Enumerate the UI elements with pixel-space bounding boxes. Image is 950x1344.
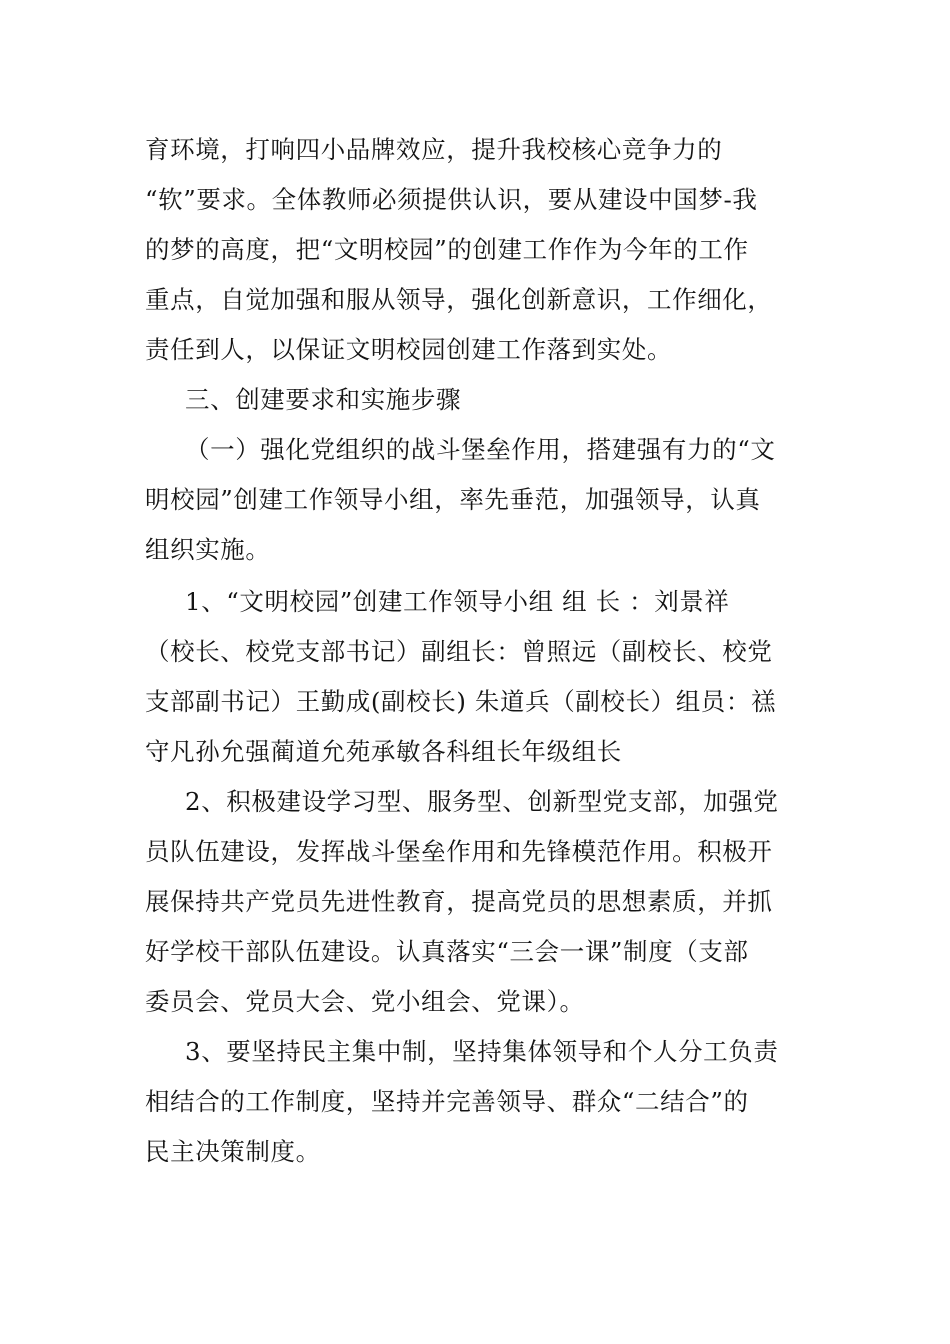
paragraph-line: 1、“文明校园”创建工作领导小组 组 长 ：刘景祥 [185, 587, 730, 616]
paragraph-line: 守凡孙允强蔺道允苑承敏各科组长年级组长 [145, 737, 622, 766]
paragraph-line: 重点，自觉加强和服从领导，强化创新意识，工作细化， [145, 285, 773, 314]
paragraph-line: 相结合的工作制度，坚持并完善领导、群众“二结合”的 [145, 1087, 749, 1116]
paragraph-line: 支部副书记）王勤成(副校长) 朱道兵（副校长）组员：禚 [145, 687, 777, 716]
paragraph-line: 民主决策制度。 [145, 1137, 321, 1166]
paragraph-line: （一）强化党组织的战斗堡垒作用，搭建强有力的“文 [185, 435, 776, 464]
paragraph-line: 责任到人，以保证文明校园创建工作落到实处。 [145, 335, 673, 364]
paragraph-line: “软”要求。全体教师必须提供认识，要从建设中国梦-我 [145, 185, 758, 214]
paragraph-line: 2、积极建设学习型、服务型、创新型党支部，加强党 [185, 787, 779, 816]
paragraph-line: 好学校干部队伍建设。认真落实“三会一课”制度（支部 [145, 937, 749, 966]
paragraph-line: 展保持共产党员先进性教育，提高党员的思想素质，并抓 [145, 887, 773, 916]
paragraph-line: 委员会、党员大会、党小组会、党课）。 [145, 987, 585, 1016]
paragraph-line: 明校园”创建工作领导小组，率先垂范，加强领导，认真 [145, 485, 761, 514]
paragraph-line: 组织实施。 [145, 535, 271, 564]
paragraph-line: 3、要坚持民主集中制，坚持集体领导和个人分工负责 [185, 1037, 779, 1066]
paragraph-line: （校长、校党支部书记）副组长：曾照远（副校长、校党 [145, 637, 773, 666]
paragraph-line: 员队伍建设，发挥战斗堡垒作用和先锋模范作用。积极开 [145, 837, 773, 866]
section-heading: 三、创建要求和实施步骤 [185, 385, 462, 414]
paragraph-line: 育环境，打响四小品牌效应，提升我校核心竞争力的 [145, 135, 723, 164]
paragraph-line: 的梦的高度，把“文明校园”的创建工作作为今年的工作 [145, 235, 749, 264]
